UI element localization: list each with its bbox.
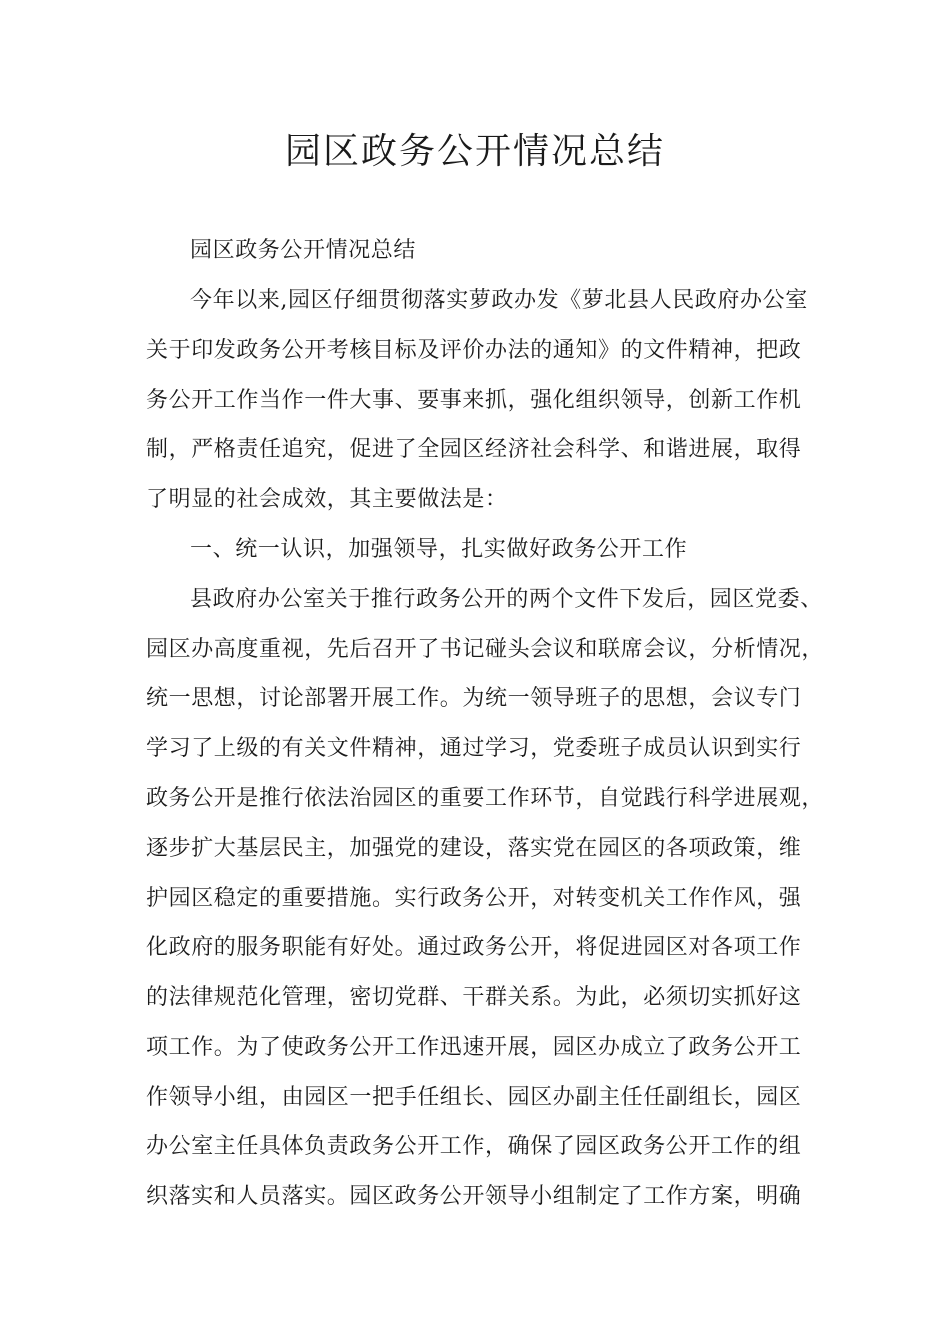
body-line: 的法律规范化管理，密切党群、干群关系。为此，必须切实抓好这 bbox=[146, 985, 802, 1010]
body-line: 化政府的服务职能有好处。通过政务公开，将促进园区对各项工作 bbox=[146, 935, 802, 960]
body-line: 项工作。为了使政务公开工作迅速开展，园区办成立了政务公开工 bbox=[146, 1035, 802, 1060]
body-line: 学习了上级的有关文件精神，通过学习，党委班子成员认识到实行 bbox=[146, 736, 802, 761]
paragraph-heading: 园区政务公开情况总结 bbox=[190, 238, 417, 263]
body-line: 制，严格责任追究，促进了全园区经济社会科学、和谐进展，取得 bbox=[146, 437, 802, 462]
body-line: 了明显的社会成效，其主要做法是： bbox=[146, 487, 508, 512]
body-line: 关于印发政务公开考核目标及评价办法的通知》的文件精神，把政 bbox=[146, 338, 802, 363]
body-line: 逐步扩大基层民主，加强党的建设，落实党在园区的各项政策，维 bbox=[146, 836, 802, 861]
document-title: 园区政务公开情况总结 bbox=[284, 131, 665, 172]
body-line: 今年以来,园区仔细贯彻落实萝政办发《萝北县人民政府办公室 bbox=[190, 288, 808, 313]
body-line: 作领导小组，由园区一把手任组长、园区办副主任任副组长，园区 bbox=[146, 1085, 802, 1110]
body-line: 园区办高度重视，先后召开了书记碰头会议和联席会议，分析情况， bbox=[146, 637, 825, 662]
body-line: 县政府办公室关于推行政务公开的两个文件下发后，园区党委、 bbox=[190, 587, 823, 612]
body-line: 护园区稳定的重要措施。实行政务公开，对转变机关工作作风，强 bbox=[146, 886, 802, 911]
section-heading: 一、统一认识，加强领导，扎实做好政务公开工作 bbox=[190, 537, 688, 562]
body-line: 统一思想，讨论部署开展工作。为统一领导班子的思想，会议专门 bbox=[146, 686, 802, 711]
body-line: 办公室主任具体负责政务公开工作，确保了园区政务公开工作的组 bbox=[146, 1134, 802, 1159]
body-line: 织落实和人员落实。园区政务公开领导小组制定了工作方案，明确 bbox=[146, 1184, 802, 1209]
body-line: 务公开工作当作一件大事、要事来抓，强化组织领导，创新工作机 bbox=[146, 388, 802, 413]
body-line: 政务公开是推行依法治园区的重要工作环节，自觉践行科学进展观， bbox=[146, 786, 825, 811]
